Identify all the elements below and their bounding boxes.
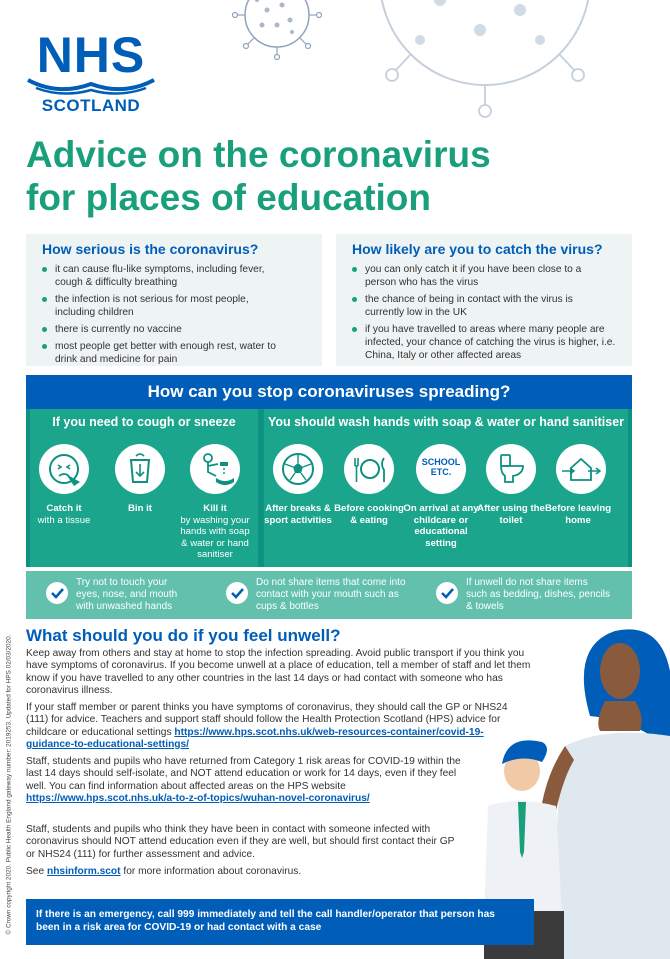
- info-box-serious: [26, 234, 322, 366]
- copyright-text: © Crown copyright 2020. Public Health England gateway number: 2019253. Updated for HPS 02/03/2020.: [5, 634, 13, 935]
- check-icon: [226, 582, 248, 604]
- cough-panel: [30, 409, 258, 567]
- wash-panel-heading: You should wash hands with soap & water or hand sanitiser: [267, 415, 625, 429]
- paragraph-text: for more information about coronavirus.: [120, 866, 302, 877]
- list-item: there is currently no vaccine: [42, 323, 322, 336]
- wash-panel: [264, 409, 628, 567]
- wash-step-leaving: Before leaving home: [544, 503, 612, 526]
- list-item: you can only catch it if you have been close to a person who has the virus: [352, 263, 595, 289]
- school-label: SCHOOL ETC.: [421, 457, 461, 477]
- unwell-paragraph-2: [26, 702, 526, 751]
- tip-touch: [46, 571, 226, 619]
- cough-step-bin: [102, 503, 178, 515]
- nhs-scotland-logo: [26, 27, 156, 116]
- cough-step-kill: [177, 503, 253, 561]
- toilet-icon: [486, 444, 536, 494]
- emergency-text: If there is an emergency, call 999 immediately and tell the call handler/operator that person has been in a risk area for COVID-19 or had contact with a case: [36, 909, 495, 933]
- step-detail: by washing your hands with soap & water or hand sanitiser: [180, 514, 250, 560]
- wash-step-breaks: After breaks & sport activities: [264, 503, 332, 526]
- list-item: most people get better with enough rest, water to drink and medicine for pain: [42, 340, 285, 366]
- title-line-1: Advice on the coronavirus: [26, 134, 491, 175]
- wash-step-arrival: On arrival at any childcare or educational setting: [403, 503, 479, 549]
- info-heading-likely: How likely are you to catch the virus?: [352, 241, 603, 257]
- step-title: Bin it: [128, 503, 152, 514]
- unwell-paragraph-3: [26, 756, 466, 805]
- bin-icon: [115, 444, 165, 494]
- unwell-paragraph-5: [26, 866, 536, 878]
- paragraph-text: If your staff member or parent thinks you have symptoms of coronavirus, they should call the GP or NHS24 (111) for advice. Teachers and support staff should follow the Health Protection Scotland (HPS) advice for childcare or educational settings: [26, 702, 508, 738]
- emergency-notice: [26, 899, 534, 945]
- wash-step-cooking: Before cooking & eating: [334, 503, 404, 526]
- logo-nhs-text: NHS: [36, 27, 146, 83]
- list-item: it can cause flu-like symptoms, including fever, cough & difficulty breathing: [42, 263, 285, 289]
- step-title: Kill it: [203, 503, 227, 514]
- title-line-2: for places of education: [26, 177, 432, 218]
- info-box-likely: [336, 234, 632, 366]
- logo-region-text: SCOTLAND: [41, 96, 141, 115]
- info-heading-serious: How serious is the coronavirus?: [42, 241, 259, 257]
- sneeze-icon: [39, 444, 89, 494]
- logo-wave-icon: [26, 76, 156, 96]
- info-list-likely: [336, 263, 632, 362]
- list-item: the chance of being in contact with the virus is currently low in the UK: [352, 293, 595, 319]
- tip-share-mouth: [226, 571, 426, 619]
- virus-decoration-large: [340, 0, 630, 120]
- tips-row: [26, 571, 632, 619]
- unwell-heading: What should you do if you feel unwell?: [26, 626, 341, 645]
- hand-wash-icon: [190, 444, 240, 494]
- football-icon: [273, 444, 323, 494]
- cough-step-catch: [26, 503, 102, 526]
- home-icon: [556, 444, 606, 494]
- paragraph-text: See: [26, 866, 47, 877]
- stop-spreading-banner: How can you stop coronaviruses spreading?: [26, 375, 632, 409]
- page-title: [26, 133, 546, 219]
- info-list-serious: [26, 263, 322, 366]
- check-icon: [436, 582, 458, 604]
- list-item: the infection is not serious for most people, including children: [42, 293, 285, 319]
- tip-text: If unwell do not share items such as bedding, dishes, pencils & towels: [466, 577, 610, 612]
- nhsinform-link[interactable]: nhsinform.scot: [46, 866, 121, 877]
- copyright-sidebar: [2, 580, 16, 940]
- unwell-paragraph-4: Staff, students and pupils who think they have been in contact with someone infected with coronavirus should NOT attend education even if they are well, but should first contact their GP or NHS24 (111) for further assessment and advice.: [26, 824, 455, 860]
- unwell-paragraph-1: Keep away from others and stay at home to stop the infection spreading. Avoid public transport if you think you have symptoms of coronavirus. If you become unwell at a place of education, tell a member of staff and let them know if you have travelled to any other countries in the last 14 days or had contact with someone who has coronavirus illness.: [26, 648, 531, 696]
- tip-text: Do not share items that come into contact with your mouth such as cups & bottles: [256, 577, 406, 612]
- step-detail: with a tissue: [37, 514, 91, 526]
- wash-step-toilet: After using the toilet: [477, 503, 545, 526]
- tip-text: Try not to touch your eyes, nose, and mouth with unwashed hands: [76, 577, 178, 612]
- paragraph-text: Staff, students and pupils who have returned from Category 1 risk areas for COVID-19 within the last 14 days should self-isolate, and NOT attend education or work for 14 days, even if they feel well. You can find information about affected areas on the HPS website: [26, 756, 461, 792]
- school-icon: [416, 444, 466, 494]
- list-item: if you have travelled to areas where many people are infected, your chance of catching the virus is higher, i.e. China, Italy or other affected areas: [352, 323, 631, 362]
- hps-guidance-link[interactable]: https://www.hps.scot.nhs.uk/web-resources-container/covid-19-guidance-to-educational-settings/: [26, 726, 484, 750]
- cutlery-icon: [344, 444, 394, 494]
- prevention-panels: [26, 409, 632, 567]
- step-title: Catch it: [46, 503, 82, 514]
- tip-share-items: [436, 571, 626, 619]
- virus-decoration-small: [232, 0, 322, 60]
- cough-panel-heading: If you need to cough or sneeze: [52, 415, 236, 429]
- check-icon: [46, 582, 68, 604]
- hps-topics-link[interactable]: https://www.hps.scot.nhs.uk/a-to-z-of-topics/wuhan-novel-coronavirus/: [26, 792, 370, 804]
